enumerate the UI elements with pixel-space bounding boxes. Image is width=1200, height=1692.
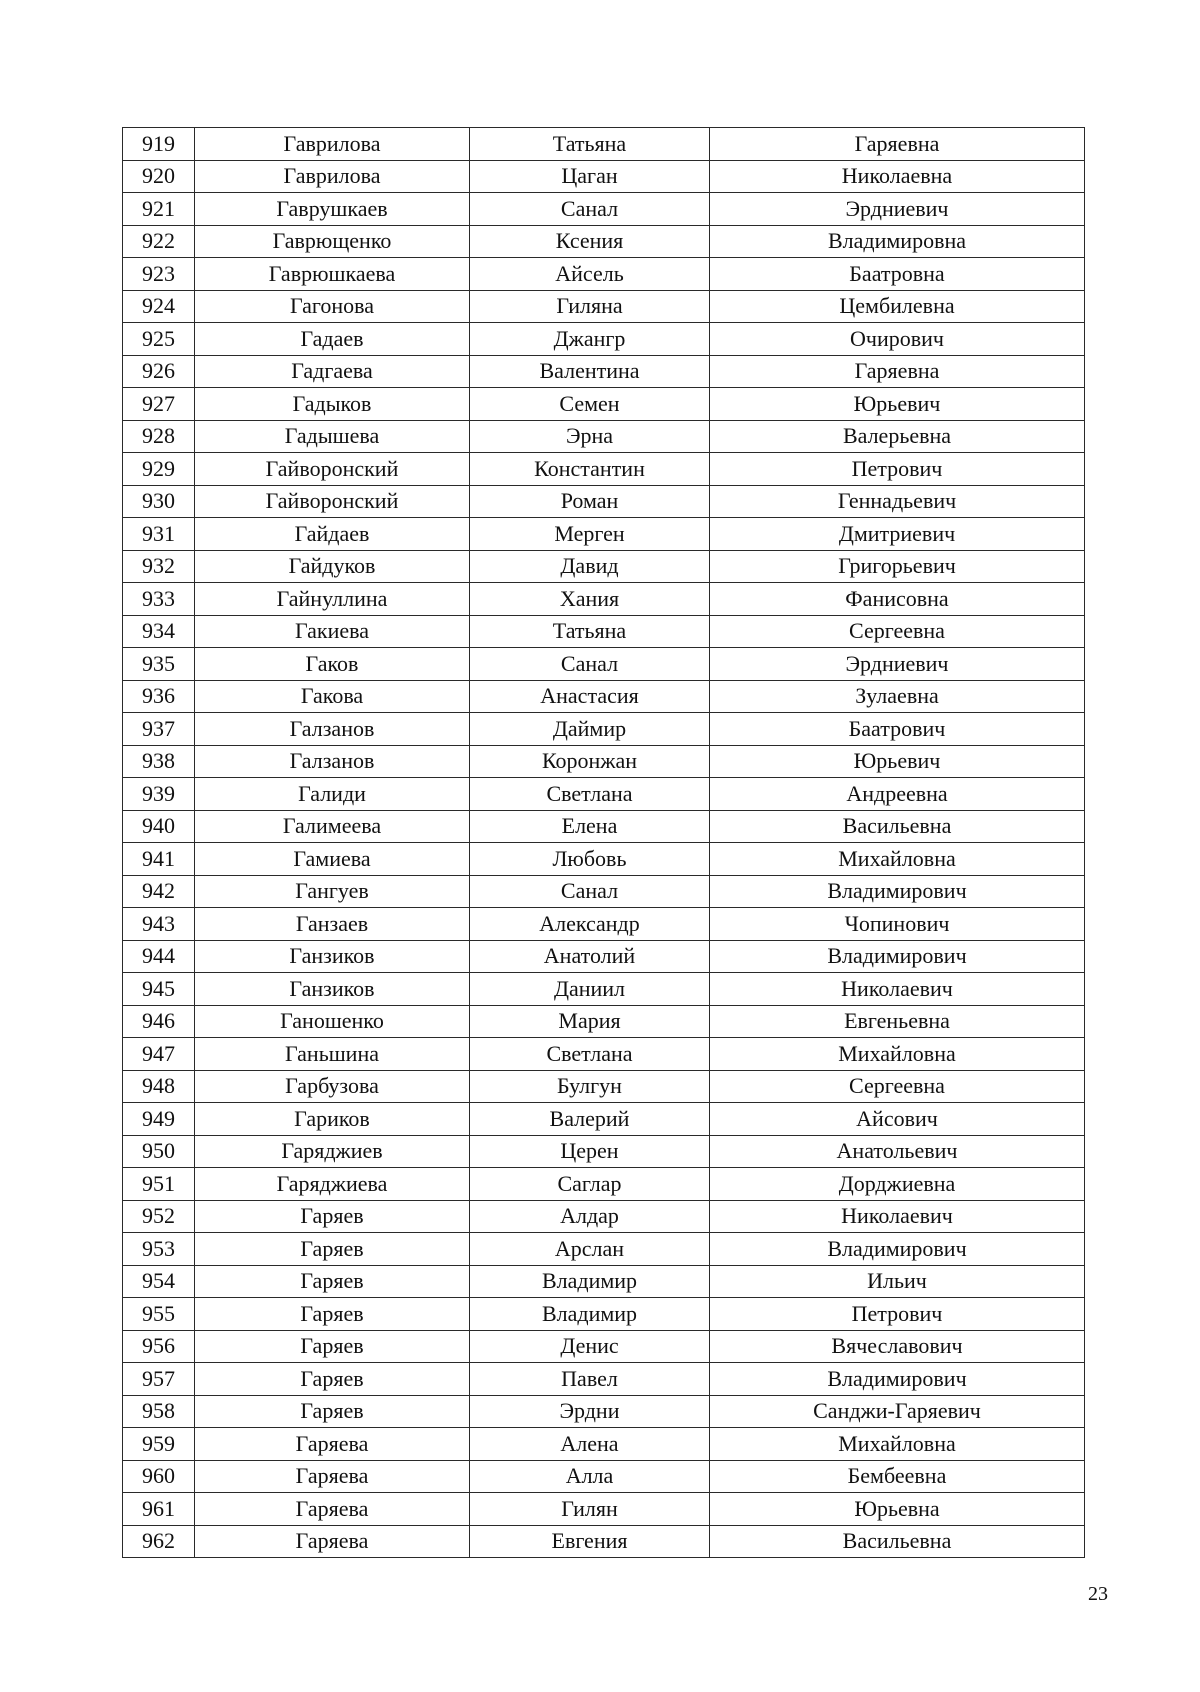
row-number-cell: 936 (123, 680, 195, 713)
first-name-cell: Коронжан (470, 745, 710, 778)
row-number-cell: 942 (123, 875, 195, 908)
last-name-cell: Галиди (195, 778, 470, 811)
row-number-cell: 924 (123, 290, 195, 323)
patronymic-cell: Евгеньевна (710, 1005, 1085, 1038)
table-row (123, 225, 1085, 258)
table-row (123, 1428, 1085, 1461)
first-name-cell: Алла (470, 1460, 710, 1493)
first-name-cell: Даниил (470, 973, 710, 1006)
first-name-cell: Арслан (470, 1233, 710, 1266)
table-row (123, 258, 1085, 291)
patronymic-cell: Николаевич (710, 1200, 1085, 1233)
table-row (123, 908, 1085, 941)
last-name-cell: Гаряева (195, 1460, 470, 1493)
patronymic-cell: Баатрович (710, 713, 1085, 746)
last-name-cell: Гакиева (195, 615, 470, 648)
first-name-cell: Владимир (470, 1298, 710, 1331)
first-name-cell: Владимир (470, 1265, 710, 1298)
table-row (123, 323, 1085, 356)
patronymic-cell: Григорьевич (710, 550, 1085, 583)
last-name-cell: Гаряев (195, 1200, 470, 1233)
first-name-cell: Мерген (470, 518, 710, 551)
first-name-cell: Ксения (470, 225, 710, 258)
first-name-cell: Валентина (470, 355, 710, 388)
first-name-cell: Константин (470, 453, 710, 486)
row-number-cell: 938 (123, 745, 195, 778)
row-number-cell: 926 (123, 355, 195, 388)
row-number-cell: 940 (123, 810, 195, 843)
patronymic-cell: Эрдниевич (710, 648, 1085, 681)
first-name-cell: Анастасия (470, 680, 710, 713)
first-name-cell: Светлана (470, 778, 710, 811)
first-name-cell: Мария (470, 1005, 710, 1038)
last-name-cell: Гаврюшкаева (195, 258, 470, 291)
first-name-cell: Санал (470, 193, 710, 226)
last-name-cell: Гакова (195, 680, 470, 713)
last-name-cell: Ганошенко (195, 1005, 470, 1038)
row-number-cell: 929 (123, 453, 195, 486)
patronymic-cell: Фанисовна (710, 583, 1085, 616)
first-name-cell: Алдар (470, 1200, 710, 1233)
row-number-cell: 935 (123, 648, 195, 681)
table-row (123, 1200, 1085, 1233)
last-name-cell: Галзанов (195, 713, 470, 746)
row-number-cell: 939 (123, 778, 195, 811)
table-row (123, 1265, 1085, 1298)
table-row (123, 1103, 1085, 1136)
patronymic-cell: Ильич (710, 1265, 1085, 1298)
patronymic-cell: Юрьевич (710, 388, 1085, 421)
first-name-cell: Церен (470, 1135, 710, 1168)
patronymic-cell: Цембилевна (710, 290, 1085, 323)
patronymic-cell: Николаевна (710, 160, 1085, 193)
table-row (123, 680, 1085, 713)
row-number-cell: 943 (123, 908, 195, 941)
row-number-cell: 947 (123, 1038, 195, 1071)
patronymic-cell: Чопинович (710, 908, 1085, 941)
row-number-cell: 946 (123, 1005, 195, 1038)
table-row (123, 453, 1085, 486)
page-number: 23 (1088, 1583, 1108, 1605)
first-name-cell: Эрдни (470, 1395, 710, 1428)
patronymic-cell: Геннадьевич (710, 485, 1085, 518)
row-number-cell: 922 (123, 225, 195, 258)
row-number-cell: 944 (123, 940, 195, 973)
patronymic-cell: Юрьевич (710, 745, 1085, 778)
last-name-cell: Гагонова (195, 290, 470, 323)
first-name-cell: Саглар (470, 1168, 710, 1201)
patronymic-cell: Михайловна (710, 1038, 1085, 1071)
patronymic-cell: Дорджиевна (710, 1168, 1085, 1201)
table-row (123, 1525, 1085, 1558)
table-row (123, 1135, 1085, 1168)
table-row (123, 518, 1085, 551)
row-number-cell: 928 (123, 420, 195, 453)
first-name-cell: Эрна (470, 420, 710, 453)
last-name-cell: Гайворонский (195, 453, 470, 486)
first-name-cell: Семен (470, 388, 710, 421)
last-name-cell: Гайнуллина (195, 583, 470, 616)
row-number-cell: 958 (123, 1395, 195, 1428)
last-name-cell: Гаврилова (195, 160, 470, 193)
last-name-cell: Галзанов (195, 745, 470, 778)
last-name-cell: Гаряджиева (195, 1168, 470, 1201)
table-row (123, 843, 1085, 876)
table-row (123, 1493, 1085, 1526)
table-row (123, 1038, 1085, 1071)
row-number-cell: 956 (123, 1330, 195, 1363)
row-number-cell: 925 (123, 323, 195, 356)
patronymic-cell: Васильевна (710, 810, 1085, 843)
row-number-cell: 934 (123, 615, 195, 648)
table-row (123, 290, 1085, 323)
row-number-cell: 954 (123, 1265, 195, 1298)
table-row (123, 875, 1085, 908)
table-row (123, 193, 1085, 226)
patronymic-cell: Васильевна (710, 1525, 1085, 1558)
last-name-cell: Гангуев (195, 875, 470, 908)
table-row (123, 388, 1085, 421)
row-number-cell: 955 (123, 1298, 195, 1331)
patronymic-cell: Вячеславович (710, 1330, 1085, 1363)
table-row (123, 485, 1085, 518)
last-name-cell: Гаряева (195, 1428, 470, 1461)
table-row (123, 160, 1085, 193)
last-name-cell: Ганзаев (195, 908, 470, 941)
row-number-cell: 960 (123, 1460, 195, 1493)
first-name-cell: Гиляна (470, 290, 710, 323)
first-name-cell: Даймир (470, 713, 710, 746)
row-number-cell: 952 (123, 1200, 195, 1233)
last-name-cell: Гаряев (195, 1363, 470, 1396)
last-name-cell: Гарбузова (195, 1070, 470, 1103)
patronymic-cell: Юрьевна (710, 1493, 1085, 1526)
row-number-cell: 919 (123, 128, 195, 161)
first-name-cell: Джангр (470, 323, 710, 356)
table-row (123, 1363, 1085, 1396)
patronymic-cell: Гаряевна (710, 128, 1085, 161)
row-number-cell: 921 (123, 193, 195, 226)
patronymic-cell: Владимирович (710, 1233, 1085, 1266)
last-name-cell: Гайдаев (195, 518, 470, 551)
table-row (123, 1233, 1085, 1266)
patronymic-cell: Зулаевна (710, 680, 1085, 713)
first-name-cell: Татьяна (470, 615, 710, 648)
first-name-cell: Цаган (470, 160, 710, 193)
last-name-cell: Галимеева (195, 810, 470, 843)
row-number-cell: 927 (123, 388, 195, 421)
patronymic-cell: Айсович (710, 1103, 1085, 1136)
patronymic-cell: Николаевич (710, 973, 1085, 1006)
patronymic-cell: Санджи-Гаряевич (710, 1395, 1085, 1428)
table-row (123, 745, 1085, 778)
row-number-cell: 945 (123, 973, 195, 1006)
row-number-cell: 959 (123, 1428, 195, 1461)
table-row (123, 420, 1085, 453)
last-name-cell: Гаряев (195, 1330, 470, 1363)
table-row (123, 128, 1085, 161)
last-name-cell: Гаряева (195, 1493, 470, 1526)
table-row (123, 550, 1085, 583)
patronymic-cell: Владимирович (710, 875, 1085, 908)
last-name-cell: Гаряев (195, 1233, 470, 1266)
first-name-cell: Давид (470, 550, 710, 583)
first-name-cell: Денис (470, 1330, 710, 1363)
last-name-cell: Гариков (195, 1103, 470, 1136)
patronymic-cell: Михайловна (710, 1428, 1085, 1461)
patronymic-cell: Анатольевич (710, 1135, 1085, 1168)
last-name-cell: Гадышева (195, 420, 470, 453)
first-name-cell: Евгения (470, 1525, 710, 1558)
table-row (123, 648, 1085, 681)
row-number-cell: 930 (123, 485, 195, 518)
last-name-cell: Гамиева (195, 843, 470, 876)
patronymic-cell: Гаряевна (710, 355, 1085, 388)
last-name-cell: Гаряева (195, 1525, 470, 1558)
row-number-cell: 923 (123, 258, 195, 291)
row-number-cell: 941 (123, 843, 195, 876)
table-row (123, 973, 1085, 1006)
row-number-cell: 932 (123, 550, 195, 583)
first-name-cell: Айсель (470, 258, 710, 291)
table-row (123, 713, 1085, 746)
patronymic-cell: Петрович (710, 453, 1085, 486)
last-name-cell: Гайворонский (195, 485, 470, 518)
table-row (123, 355, 1085, 388)
first-name-cell: Роман (470, 485, 710, 518)
row-number-cell: 933 (123, 583, 195, 616)
names-table (122, 127, 1085, 1558)
row-number-cell: 920 (123, 160, 195, 193)
patronymic-cell: Петрович (710, 1298, 1085, 1331)
last-name-cell: Гадаев (195, 323, 470, 356)
row-number-cell: 931 (123, 518, 195, 551)
row-number-cell: 949 (123, 1103, 195, 1136)
table-row (123, 615, 1085, 648)
last-name-cell: Ганзиков (195, 940, 470, 973)
last-name-cell: Гаряев (195, 1265, 470, 1298)
first-name-cell: Санал (470, 648, 710, 681)
last-name-cell: Гаврушкаев (195, 193, 470, 226)
patronymic-cell: Дмитриевич (710, 518, 1085, 551)
last-name-cell: Гаврилова (195, 128, 470, 161)
patronymic-cell: Сергеевна (710, 615, 1085, 648)
table-row (123, 778, 1085, 811)
row-number-cell: 962 (123, 1525, 195, 1558)
row-number-cell: 953 (123, 1233, 195, 1266)
names-table-body (123, 128, 1085, 1558)
table-row (123, 1070, 1085, 1103)
table-row (123, 1330, 1085, 1363)
first-name-cell: Булгун (470, 1070, 710, 1103)
patronymic-cell: Михайловна (710, 843, 1085, 876)
last-name-cell: Гаврющенко (195, 225, 470, 258)
row-number-cell: 961 (123, 1493, 195, 1526)
patronymic-cell: Андреевна (710, 778, 1085, 811)
last-name-cell: Гаряджиев (195, 1135, 470, 1168)
patronymic-cell: Бембеевна (710, 1460, 1085, 1493)
table-row (123, 1005, 1085, 1038)
patronymic-cell: Очирович (710, 323, 1085, 356)
patronymic-cell: Валерьевна (710, 420, 1085, 453)
row-number-cell: 948 (123, 1070, 195, 1103)
row-number-cell: 951 (123, 1168, 195, 1201)
first-name-cell: Гилян (470, 1493, 710, 1526)
patronymic-cell: Владимирович (710, 1363, 1085, 1396)
last-name-cell: Гаряев (195, 1298, 470, 1331)
table-row (123, 583, 1085, 616)
table-row (123, 940, 1085, 973)
table-row (123, 810, 1085, 843)
first-name-cell: Светлана (470, 1038, 710, 1071)
row-number-cell: 937 (123, 713, 195, 746)
patronymic-cell: Владимировна (710, 225, 1085, 258)
first-name-cell: Анатолий (470, 940, 710, 973)
last-name-cell: Гадгаева (195, 355, 470, 388)
row-number-cell: 957 (123, 1363, 195, 1396)
first-name-cell: Алена (470, 1428, 710, 1461)
last-name-cell: Ганьшина (195, 1038, 470, 1071)
patronymic-cell: Эрдниевич (710, 193, 1085, 226)
last-name-cell: Гадыков (195, 388, 470, 421)
first-name-cell: Хания (470, 583, 710, 616)
table-row (123, 1460, 1085, 1493)
last-name-cell: Гайдуков (195, 550, 470, 583)
patronymic-cell: Владимирович (710, 940, 1085, 973)
table-row (123, 1298, 1085, 1331)
last-name-cell: Гаков (195, 648, 470, 681)
last-name-cell: Ганзиков (195, 973, 470, 1006)
table-row (123, 1168, 1085, 1201)
first-name-cell: Валерий (470, 1103, 710, 1136)
table-row (123, 1395, 1085, 1428)
patronymic-cell: Сергеевна (710, 1070, 1085, 1103)
first-name-cell: Любовь (470, 843, 710, 876)
last-name-cell: Гаряев (195, 1395, 470, 1428)
first-name-cell: Александр (470, 908, 710, 941)
patronymic-cell: Баатровна (710, 258, 1085, 291)
first-name-cell: Павел (470, 1363, 710, 1396)
row-number-cell: 950 (123, 1135, 195, 1168)
first-name-cell: Санал (470, 875, 710, 908)
first-name-cell: Елена (470, 810, 710, 843)
first-name-cell: Татьяна (470, 128, 710, 161)
